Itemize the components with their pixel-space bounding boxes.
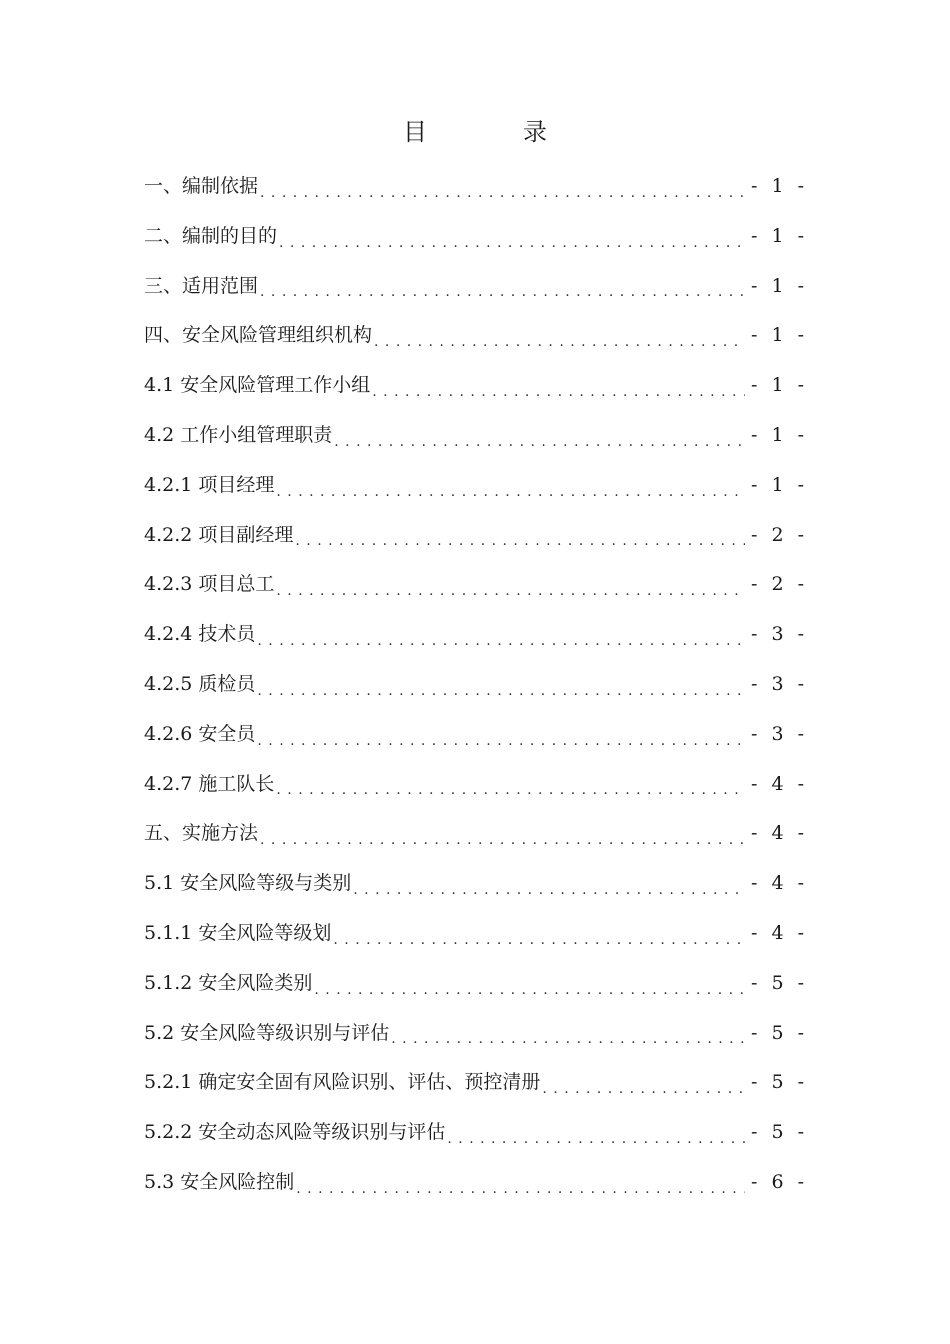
toc-entry-label: 4.2.4 技术员: [144, 623, 256, 646]
toc-entry-label: 5.2.1 确定安全固有风险识别、评估、预控清册: [144, 1071, 541, 1094]
toc-entry-page-number: - 4 -: [750, 872, 808, 895]
toc-dot-leader: [542, 1079, 745, 1099]
toc-entry-page-number: - 5 -: [750, 1121, 808, 1144]
toc-dot-leader: [374, 332, 745, 352]
toc-entry[interactable]: [144, 367, 808, 417]
toc-entry[interactable]: [144, 965, 808, 1015]
toc-entry-page-number: - 3 -: [750, 672, 808, 695]
toc-entry[interactable]: [144, 815, 808, 865]
toc-entry-label: 三、适用范围: [144, 274, 259, 297]
toc-entry[interactable]: [144, 616, 808, 666]
toc-entry[interactable]: [144, 268, 808, 318]
toc-entry-page-number: - 1 -: [750, 274, 808, 297]
toc-entry[interactable]: [144, 1064, 808, 1114]
toc-entry-page-number: - 3 -: [750, 623, 808, 646]
toc-dot-leader: [257, 631, 745, 651]
toc-dot-leader: [276, 482, 745, 502]
toc-entry-label: 5.1.2 安全风险类别: [144, 971, 313, 994]
toc-dot-leader: [372, 382, 745, 402]
toc-entry-page-number: - 1 -: [750, 374, 808, 397]
toc-title: 目 录: [403, 118, 583, 146]
toc-entry-page-number: - 1 -: [750, 175, 808, 197]
toc-dot-leader: [391, 1029, 745, 1049]
toc-entry[interactable]: [144, 766, 808, 816]
toc-entry[interactable]: [144, 317, 808, 367]
toc-entry-page-number: - 3 -: [750, 722, 808, 745]
toc-entry-label: 5.1 安全风险等级与类别: [144, 872, 352, 895]
toc-entry[interactable]: [144, 218, 808, 268]
toc-entry-page-number: - 5 -: [750, 971, 808, 994]
toc-entry-page-number: - 1 -: [750, 473, 808, 496]
toc-list: [144, 168, 808, 1214]
toc-entry-page-number: - 2 -: [750, 573, 808, 596]
toc-entry-label: 五、实施方法: [144, 822, 259, 845]
toc-entry[interactable]: [144, 566, 808, 616]
toc-entry-page-number: - 1 -: [750, 324, 808, 347]
toc-entry-page-number: - 4 -: [750, 772, 808, 795]
toc-entry-label: 4.2.6 安全员: [144, 722, 256, 745]
toc-entry[interactable]: [144, 168, 808, 218]
toc-dot-leader: [276, 581, 745, 601]
toc-entry-page-number: - 1 -: [750, 423, 808, 446]
toc-dot-leader: [314, 980, 745, 1000]
toc-entry-label: 4.2.1 项目经理: [144, 473, 275, 496]
toc-entry[interactable]: [144, 915, 808, 965]
toc-dot-leader: [257, 731, 745, 751]
toc-entry[interactable]: [144, 666, 808, 716]
toc-entry[interactable]: [144, 467, 808, 517]
toc-entry[interactable]: [144, 1015, 808, 1065]
toc-entry-label: 4.2.7 施工队长: [144, 772, 275, 795]
toc-entry-page-number: - 2 -: [750, 523, 808, 546]
toc-entry[interactable]: [144, 716, 808, 766]
toc-entry-label: 4.1 安全风险管理工作小组: [144, 374, 371, 397]
toc-dot-leader: [276, 780, 745, 800]
toc-entry-page-number: - 4 -: [750, 822, 808, 845]
toc-entry-label: 5.3 安全风险控制: [144, 1170, 295, 1193]
toc-entry-label: 一、编制依据: [144, 175, 259, 197]
toc-entry-label: 5.2 安全风险等级识别与评估: [144, 1021, 390, 1044]
toc-entry-page-number: - 5 -: [750, 1021, 808, 1044]
toc-entry-page-number: - 5 -: [750, 1071, 808, 1094]
toc-entry-label: 四、安全风险管理组织机构: [144, 324, 373, 347]
toc-entry[interactable]: [144, 417, 808, 467]
toc-entry-label: 5.1.1 安全风险等级划: [144, 921, 332, 944]
toc-entry[interactable]: [144, 1114, 808, 1164]
toc-entry-label: 4.2.5 质检员: [144, 672, 256, 695]
toc-entry[interactable]: [144, 517, 808, 567]
toc-entry-label: 4.2.3 项目总工: [144, 573, 275, 596]
toc-dot-leader: [447, 1129, 745, 1149]
toc-dot-leader: [260, 830, 745, 850]
toc-entry-label: 5.2.2 安全动态风险等级识别与评估: [144, 1121, 446, 1144]
toc-entry[interactable]: [144, 1164, 808, 1214]
toc-entry-label: 二、编制的目的: [144, 224, 278, 247]
toc-dot-leader: [353, 880, 745, 900]
toc-dot-leader: [279, 233, 745, 253]
toc-entry[interactable]: [144, 865, 808, 915]
toc-entry-label: 4.2.2 项目副经理: [144, 523, 294, 546]
toc-dot-leader: [296, 1179, 745, 1199]
toc-entry-label: 4.2 工作小组管理职责: [144, 423, 333, 446]
toc-dot-leader: [260, 282, 745, 302]
toc-dot-leader: [295, 531, 745, 551]
toc-dot-leader: [334, 432, 745, 452]
toc-dot-leader: [260, 183, 745, 203]
toc-entry-page-number: - 1 -: [750, 224, 808, 247]
toc-dot-leader: [333, 930, 745, 950]
toc-dot-leader: [257, 681, 745, 701]
toc-entry-page-number: - 4 -: [750, 921, 808, 944]
toc-entry-page-number: - 6 -: [750, 1170, 808, 1193]
